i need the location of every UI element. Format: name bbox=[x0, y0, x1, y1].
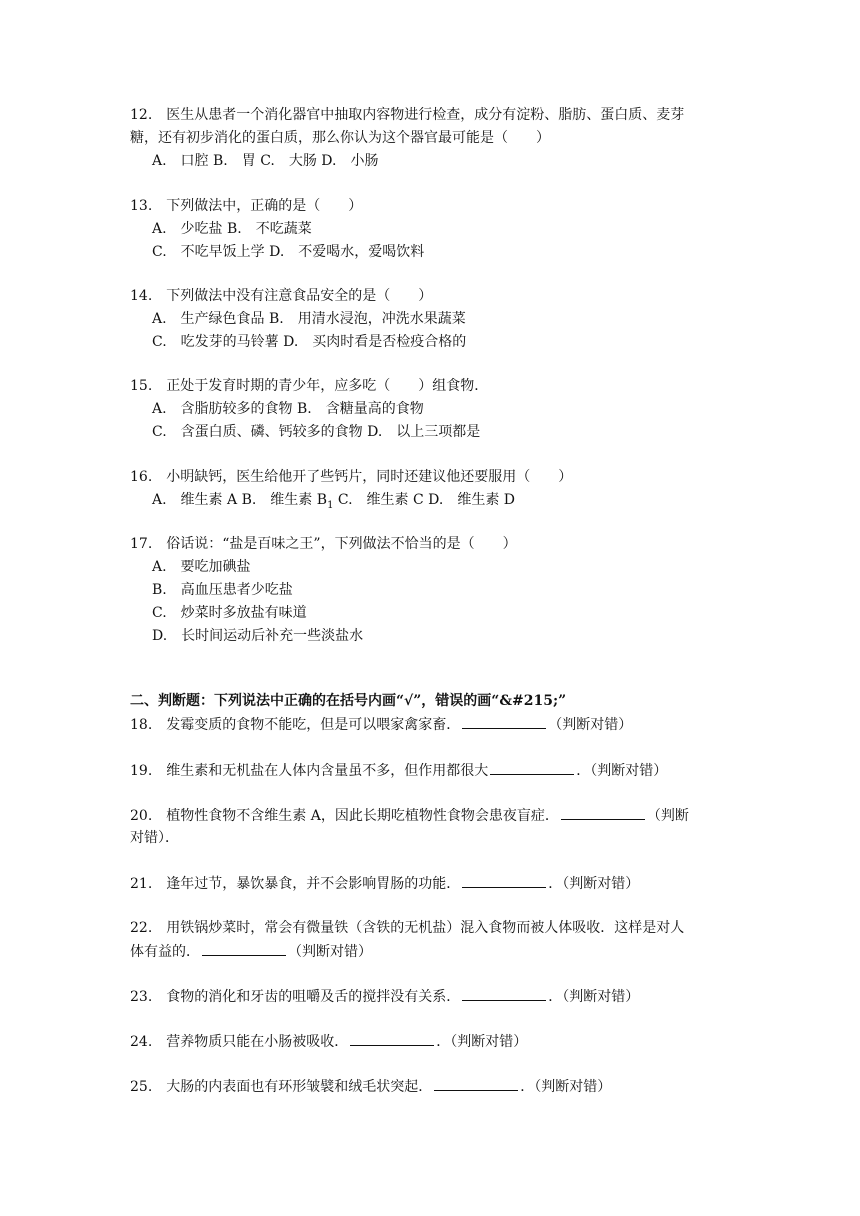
section2-heading: 二、判断题：下列说法中正确的在括号内画“√”，错误的画“&#215;” bbox=[130, 693, 567, 709]
q17-option-c: C. 炒菜时多放盐有味道 bbox=[152, 605, 307, 621]
q22-line1: 22. 用铁锅炒菜时，常会有微量铁（含铁的无机盐）混入食物而被人体吸收．这样是对人 bbox=[130, 920, 685, 936]
q14-stem: 14. 下列做法中没有注意食品安全的是（ ） bbox=[130, 288, 433, 304]
q17-option-a: A. 要吃加碘盐 bbox=[152, 559, 251, 575]
q12-stem-line2: 糖，还有初步消化的蛋白质，那么你认为这个器官最可能是（ ） bbox=[130, 130, 550, 146]
q21-answer-blank[interactable] bbox=[462, 874, 546, 888]
q24-text: 24. 营养物质只能在小肠被吸收． bbox=[130, 1034, 349, 1050]
q18-text: 18. 发霉变质的食物不能吃，但是可以喂家禽家畜． bbox=[130, 717, 461, 733]
q20-answer-blank[interactable] bbox=[561, 806, 645, 820]
q17-option-d: D. 长时间运动后补充一些淡盐水 bbox=[152, 628, 364, 644]
q13-options-row1: A. 少吃盐 B. 不吃蔬菜 bbox=[152, 221, 312, 237]
q20-text: 20. 植物性食物不含维生素 A，因此长期吃植物性食物会患夜盲症． bbox=[130, 808, 559, 824]
q23-suffix: ．（判断对错） bbox=[548, 989, 640, 1005]
q22-suffix: （判断对错） bbox=[288, 944, 372, 960]
q25-text: 25. 大肠的内表面也有环形皱襞和绒毛状突起． bbox=[130, 1079, 433, 1095]
q12-stem-line1: 12. 医生从患者一个消化器官中抽取内容物进行检查，成分有淀粉、脂肪、蛋白质、麦芽 bbox=[130, 107, 685, 123]
q23-answer-blank[interactable] bbox=[462, 987, 546, 1001]
q19-line bbox=[130, 761, 667, 780]
q13-stem: 13. 下列做法中，正确的是（ ） bbox=[130, 198, 363, 214]
q24-answer-blank[interactable] bbox=[350, 1032, 434, 1046]
q14-options-row2: C. 吃发芽的马铃薯 D. 买肉时看是否检疫合格的 bbox=[152, 334, 467, 350]
q25-suffix: ．（判断对错） bbox=[520, 1079, 612, 1095]
q23-line bbox=[130, 987, 639, 1006]
q13-options-row2: C. 不吃早饭上学 D. 不爱喝水，爱喝饮料 bbox=[152, 244, 425, 260]
q20-suffix: （判断 bbox=[646, 808, 689, 824]
q16-options bbox=[152, 491, 515, 515]
q15-options-row1: A. 含脂肪较多的食物 B. 含糖量高的食物 bbox=[152, 401, 424, 417]
q20-line2: 对错）． bbox=[130, 830, 179, 846]
q22-text: 体有益的． bbox=[130, 944, 200, 960]
q25-answer-blank[interactable] bbox=[434, 1077, 518, 1091]
q18-suffix: （判断对错） bbox=[548, 717, 633, 733]
q15-options-row2: C. 含蛋白质、磷、钙较多的食物 D. 以上三项都是 bbox=[152, 424, 481, 440]
q24-line bbox=[130, 1032, 527, 1051]
q24-suffix: ．（判断对错） bbox=[436, 1034, 528, 1050]
q22-answer-blank[interactable] bbox=[202, 942, 286, 956]
q25-line bbox=[130, 1077, 611, 1096]
q16-options-a-b: A. 维生素 A B. 维生素 B bbox=[152, 492, 328, 508]
q12-options: A. 口腔 B. 胃 C. 大肠 D. 小肠 bbox=[152, 153, 379, 169]
q20-line bbox=[130, 806, 689, 825]
q17-option-b: B. 高血压患者少吃盐 bbox=[152, 582, 293, 598]
q19-suffix: ．（判断对错） bbox=[576, 763, 668, 779]
q16-stem: 16. 小明缺钙，医生给他开了些钙片，同时还建议他还要服用（ ） bbox=[130, 469, 573, 485]
q18-answer-blank[interactable] bbox=[462, 715, 546, 729]
q23-text: 23. 食物的消化和牙齿的咀嚼及舌的搅拌没有关系． bbox=[130, 989, 461, 1005]
q22-line2 bbox=[130, 942, 372, 961]
q19-answer-blank[interactable] bbox=[490, 761, 574, 775]
q21-line bbox=[130, 874, 639, 893]
q15-stem: 15. 正处于发育时期的青少年，应多吃（ ）组食物． bbox=[130, 378, 489, 394]
q16-subscript: 1 bbox=[327, 499, 334, 511]
q19-text: 19. 维生素和无机盐在人体内含量虽不多，但作用都很大 bbox=[130, 763, 489, 779]
q18-line bbox=[130, 715, 632, 734]
q17-stem: 17. 俗话说：“盐是百味之王”，下列做法不恰当的是（ ） bbox=[130, 536, 517, 552]
q21-text: 21. 逢年过节，暴饮暴食，并不会影响胃肠的功能． bbox=[130, 876, 461, 892]
q21-suffix: ．（判断对错） bbox=[548, 876, 640, 892]
q14-options-row1: A. 生产绿色食品 B. 用清水浸泡，冲洗水果蔬菜 bbox=[152, 311, 466, 327]
q16-options-c-d: C. 维生素 C D. 维生素 D bbox=[333, 492, 516, 508]
